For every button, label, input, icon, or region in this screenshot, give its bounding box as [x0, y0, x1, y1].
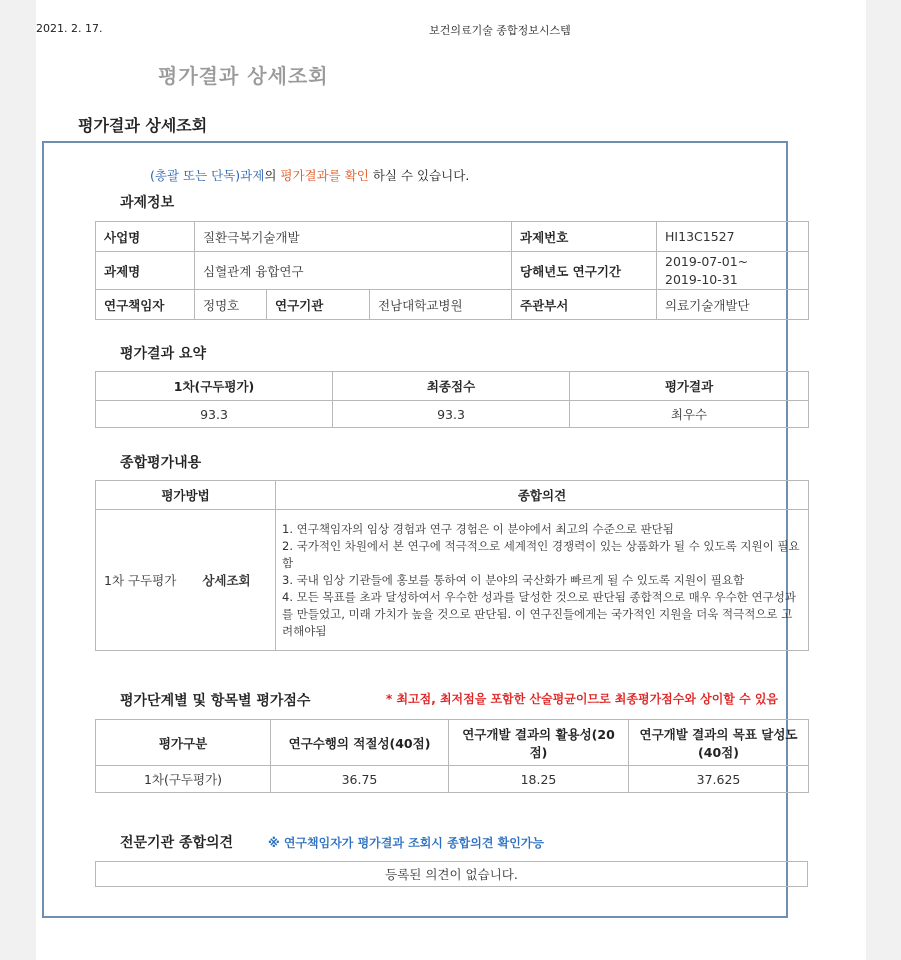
- opinion-item: 2. 국가적인 차원에서 본 연구에 적극적으로 세계적인 경쟁력이 있는 상품화가 될 수 있도록 지원이 필요함: [282, 538, 800, 570]
- summary-result: 최우수: [570, 401, 809, 428]
- value-pi: 정명호: [195, 290, 267, 320]
- label-period: 당해년도 연구기간: [512, 252, 657, 290]
- label-institution: 연구기관: [267, 290, 370, 320]
- detail-view-link[interactable]: 상세조회: [202, 573, 251, 588]
- label-dept: 주관부서: [512, 290, 657, 320]
- print-date: 2021. 2. 17.: [36, 22, 103, 35]
- scores-header-utilization: 연구개발 결과의 활용성(20점): [449, 720, 629, 766]
- summary-table: [95, 371, 809, 428]
- scores-stage: 1차(구두평가): [96, 766, 271, 793]
- value-dept: 의료기술개발단: [657, 290, 809, 320]
- overall-header-opinion: 종합의견: [276, 481, 809, 510]
- value-project-no: HI13C1527: [657, 222, 809, 252]
- expert-table: [95, 861, 808, 887]
- page-title: 평가결과 상세조회: [158, 64, 329, 88]
- period-end: 2019-10-31: [665, 271, 738, 287]
- scores-appropriateness: 36.75: [271, 766, 449, 793]
- system-name: 보건의료기술 종합정보시스템: [429, 24, 571, 37]
- scores-header-achievement: 연구개발 결과의 목표 달성도(40점): [629, 720, 809, 766]
- scores-table: [95, 719, 809, 793]
- value-business: 질환극복기술개발: [195, 222, 512, 252]
- scores-achievement: 37.625: [629, 766, 809, 793]
- overall-method-cell: [96, 510, 276, 651]
- overall-table: [95, 480, 809, 651]
- overall-method: 1차 구두평가: [104, 573, 177, 588]
- scores-title: 평가단계별 및 항목별 평가점수: [120, 693, 311, 709]
- notice-tail: 하실 수 있습니다.: [368, 168, 470, 183]
- notice-particle: 의: [264, 168, 281, 183]
- expert-empty-message: 등록된 의견이 없습니다.: [96, 862, 808, 887]
- summary-header-final: 최종점수: [333, 372, 570, 401]
- summary-header-first: 1차(구두평가): [96, 372, 333, 401]
- expert-title: 전문기관 종합의견: [120, 835, 234, 851]
- summary-first-score: 93.3: [96, 401, 333, 428]
- scores-header-appropriateness: 연구수행의 적절성(40점): [271, 720, 449, 766]
- value-project-name: 심혈관계 융합연구: [195, 252, 512, 290]
- opinion-item: 3. 국내 임상 기관들에 홍보를 통하여 이 분야의 국산화가 빠르게 될 수 있도록 지원이 필요함: [282, 572, 745, 587]
- opinion-item: 4. 모든 목표를 초과 달성하여서 우수한 성과를 달성한 것으로 판단됨 종합적으로 매우 우수한 연구성과를 만들었고, 미래 가치가 높을 것으로 판단됨. 이 연구진들에게는 국가적인 지원을 더욱 적극적으로 고려해야됨: [282, 589, 796, 638]
- label-project-no: 과제번호: [512, 222, 657, 252]
- project-info-table: [95, 221, 809, 320]
- label-business: 사업명: [96, 222, 195, 252]
- summary-header-result: 평가결과: [570, 372, 809, 401]
- overall-opinion-cell: [276, 510, 809, 651]
- notice-scope: (총괄 또는 단독)과제: [150, 168, 265, 183]
- project-info-title: 과제정보: [120, 195, 175, 211]
- overall-header-method: 평가방법: [96, 481, 276, 510]
- summary-final-score: 93.3: [333, 401, 570, 428]
- value-period: [657, 252, 809, 290]
- summary-title: 평가결과 요약: [120, 346, 207, 362]
- label-project-name: 과제명: [96, 252, 195, 290]
- notice-text: [150, 166, 469, 184]
- section-title: 평가결과 상세조회: [78, 116, 208, 135]
- notice-highlight: 평가결과를 확인: [280, 168, 369, 183]
- scores-utilization: 18.25: [449, 766, 629, 793]
- scores-header-stage: 평가구분: [96, 720, 271, 766]
- label-pi: 연구책임자: [96, 290, 195, 320]
- scores-warning: * 최고점, 최저점을 포함한 산술평균이므로 최종평가점수와 상이할 수 있음: [386, 692, 779, 706]
- opinion-item: 1. 연구책임자의 임상 경험과 연구 경험은 이 분야에서 최고의 수준으로 판단됨: [282, 521, 674, 536]
- overall-title: 종합평가내용: [120, 455, 202, 471]
- period-start: 2019-07-01~: [665, 253, 749, 269]
- expert-note: ※ 연구책임자가 평가결과 조회시 종합의견 확인가능: [268, 836, 544, 850]
- value-institution: 전남대학교병원: [370, 290, 512, 320]
